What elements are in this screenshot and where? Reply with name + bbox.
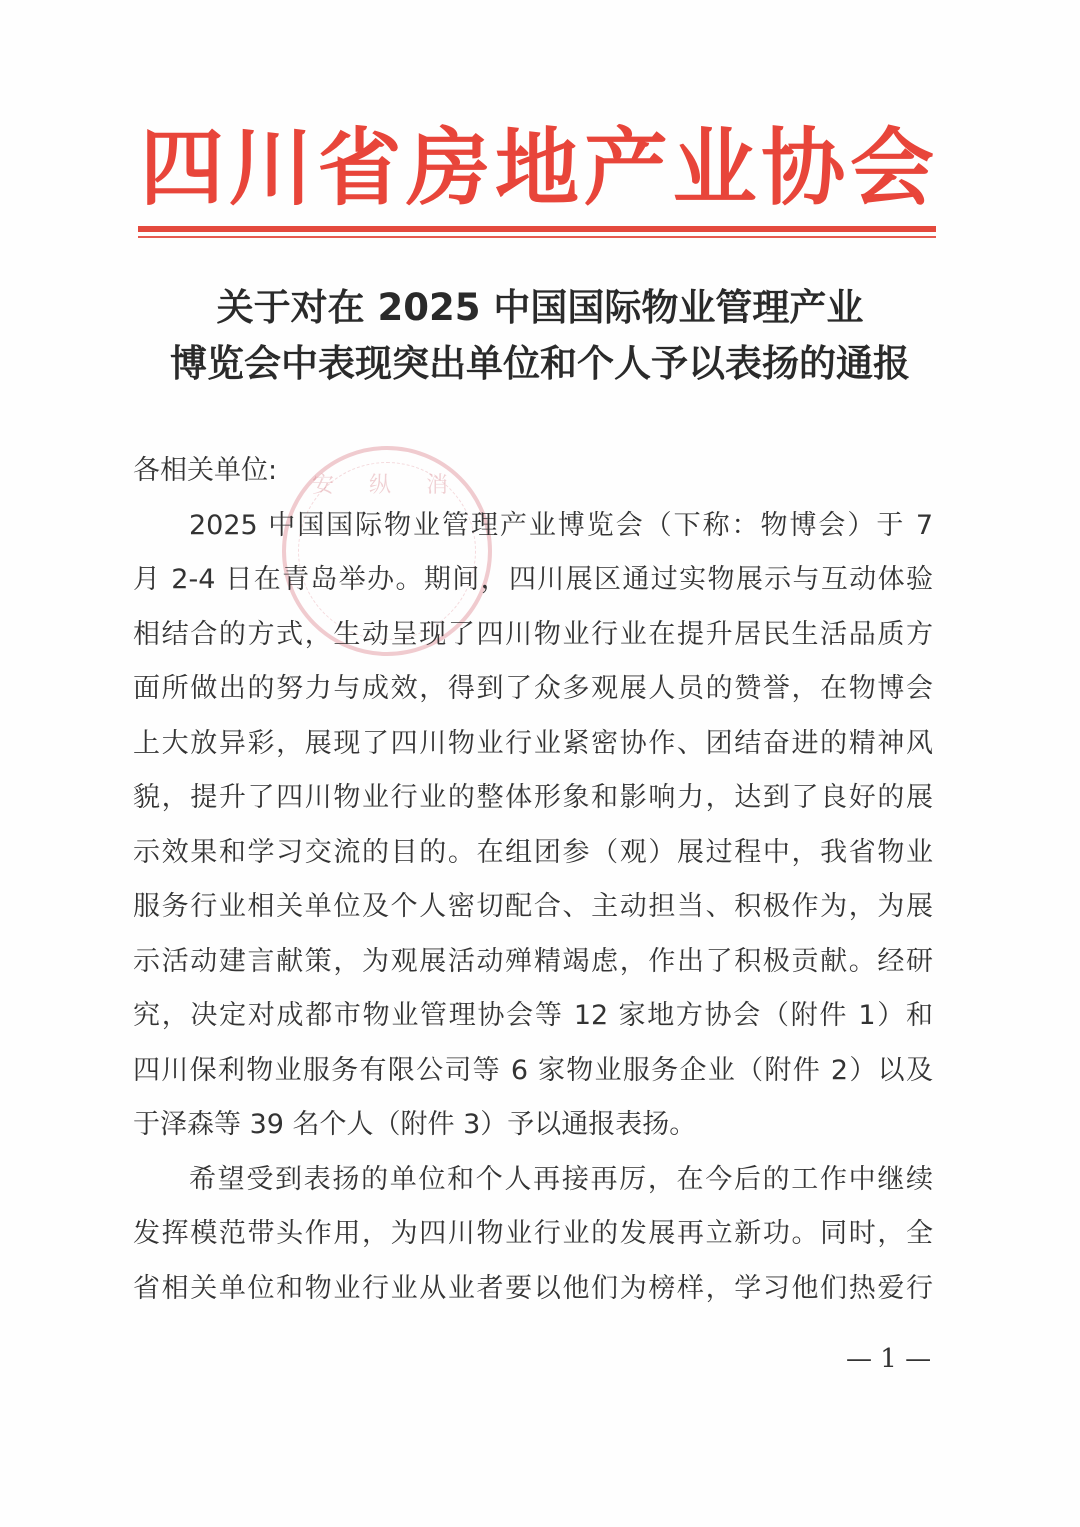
letterhead-char: 地 bbox=[494, 118, 579, 217]
paragraph-1-line: 服务行业相关单位及个人密切配合、主动担当、积极作为，为展 bbox=[133, 891, 933, 922]
letterhead-char: 业 bbox=[672, 118, 757, 217]
paragraph-1-line: 相结合的方式，生动呈现了四川物业行业在提升居民生活品质方 bbox=[133, 618, 933, 650]
organization-letterhead bbox=[138, 118, 936, 218]
document-body bbox=[133, 444, 933, 1316]
document-title-line-1: 关于对在 2025 中国国际物业管理产业 bbox=[216, 286, 864, 329]
paragraph-1-line: 究，决定对成都市物业管理协会等 12 家地方协会（附件 1）和 bbox=[133, 1000, 933, 1031]
paragraph-1-line: 2025 中国国际物业管理产业博览会（下称：物博会）于 7 bbox=[189, 509, 933, 541]
paragraph-1-line: 上大放异彩，展现了四川物业行业紧密协作、团结奋进的精神风 bbox=[133, 727, 933, 759]
letterhead-char: 房 bbox=[406, 118, 491, 217]
paragraph-1-line: 四川保利物业服务有限公司等 6 家物业服务企业（附件 2）以及 bbox=[133, 1054, 933, 1086]
paragraph-1-line: 于泽森等 39 名个人（附件 3）予以通报表扬。 bbox=[133, 1109, 697, 1140]
letterhead-char: 省 bbox=[317, 118, 402, 217]
letterhead-divider-thick bbox=[138, 226, 936, 232]
document-title-line-2: 博览会中表现突出单位和个人予以表扬的通报 bbox=[170, 342, 910, 385]
letterhead-char: 四 bbox=[139, 118, 224, 217]
paragraph-2-line: 省相关单位和物业行业从业者要以他们为榜样，学习他们热爱行 bbox=[133, 1272, 933, 1304]
page-number: — 1 — bbox=[846, 1344, 932, 1374]
seal-text: 安 纵 消 bbox=[312, 473, 462, 498]
paragraph-2-line: 发挥模范带头作用，为四川物业行业的发展再立新功。同时，全 bbox=[133, 1218, 933, 1249]
letterhead-char: 协 bbox=[761, 118, 846, 217]
letterhead-char: 会 bbox=[849, 118, 934, 217]
letterhead-divider-thin bbox=[138, 236, 936, 238]
paragraph-1-line: 示活动建言献策，为观展活动殚精竭虑，作出了积极贡献。经研 bbox=[133, 945, 933, 977]
salutation: 各相关单位: bbox=[133, 455, 278, 486]
document-title bbox=[100, 280, 980, 392]
paragraph-1-line: 月 2-4 日在青岛举办。期间，四川展区通过实物展示与互动体验 bbox=[133, 564, 933, 595]
paragraph-1-line: 示效果和学习交流的目的。在组团参（观）展过程中，我省物业 bbox=[133, 836, 933, 868]
paragraph-1-line: 面所做出的努力与成效，得到了众多观展人员的赞誉，在物博会 bbox=[133, 673, 933, 704]
letterhead-char: 川 bbox=[228, 118, 313, 217]
paragraph-1-line: 貌，提升了四川物业行业的整体形象和影响力，达到了良好的展 bbox=[133, 782, 933, 813]
letterhead-char: 产 bbox=[583, 118, 668, 217]
paragraph-2-line: 希望受到表扬的单位和个人再接再厉，在今后的工作中继续 bbox=[189, 1163, 933, 1195]
